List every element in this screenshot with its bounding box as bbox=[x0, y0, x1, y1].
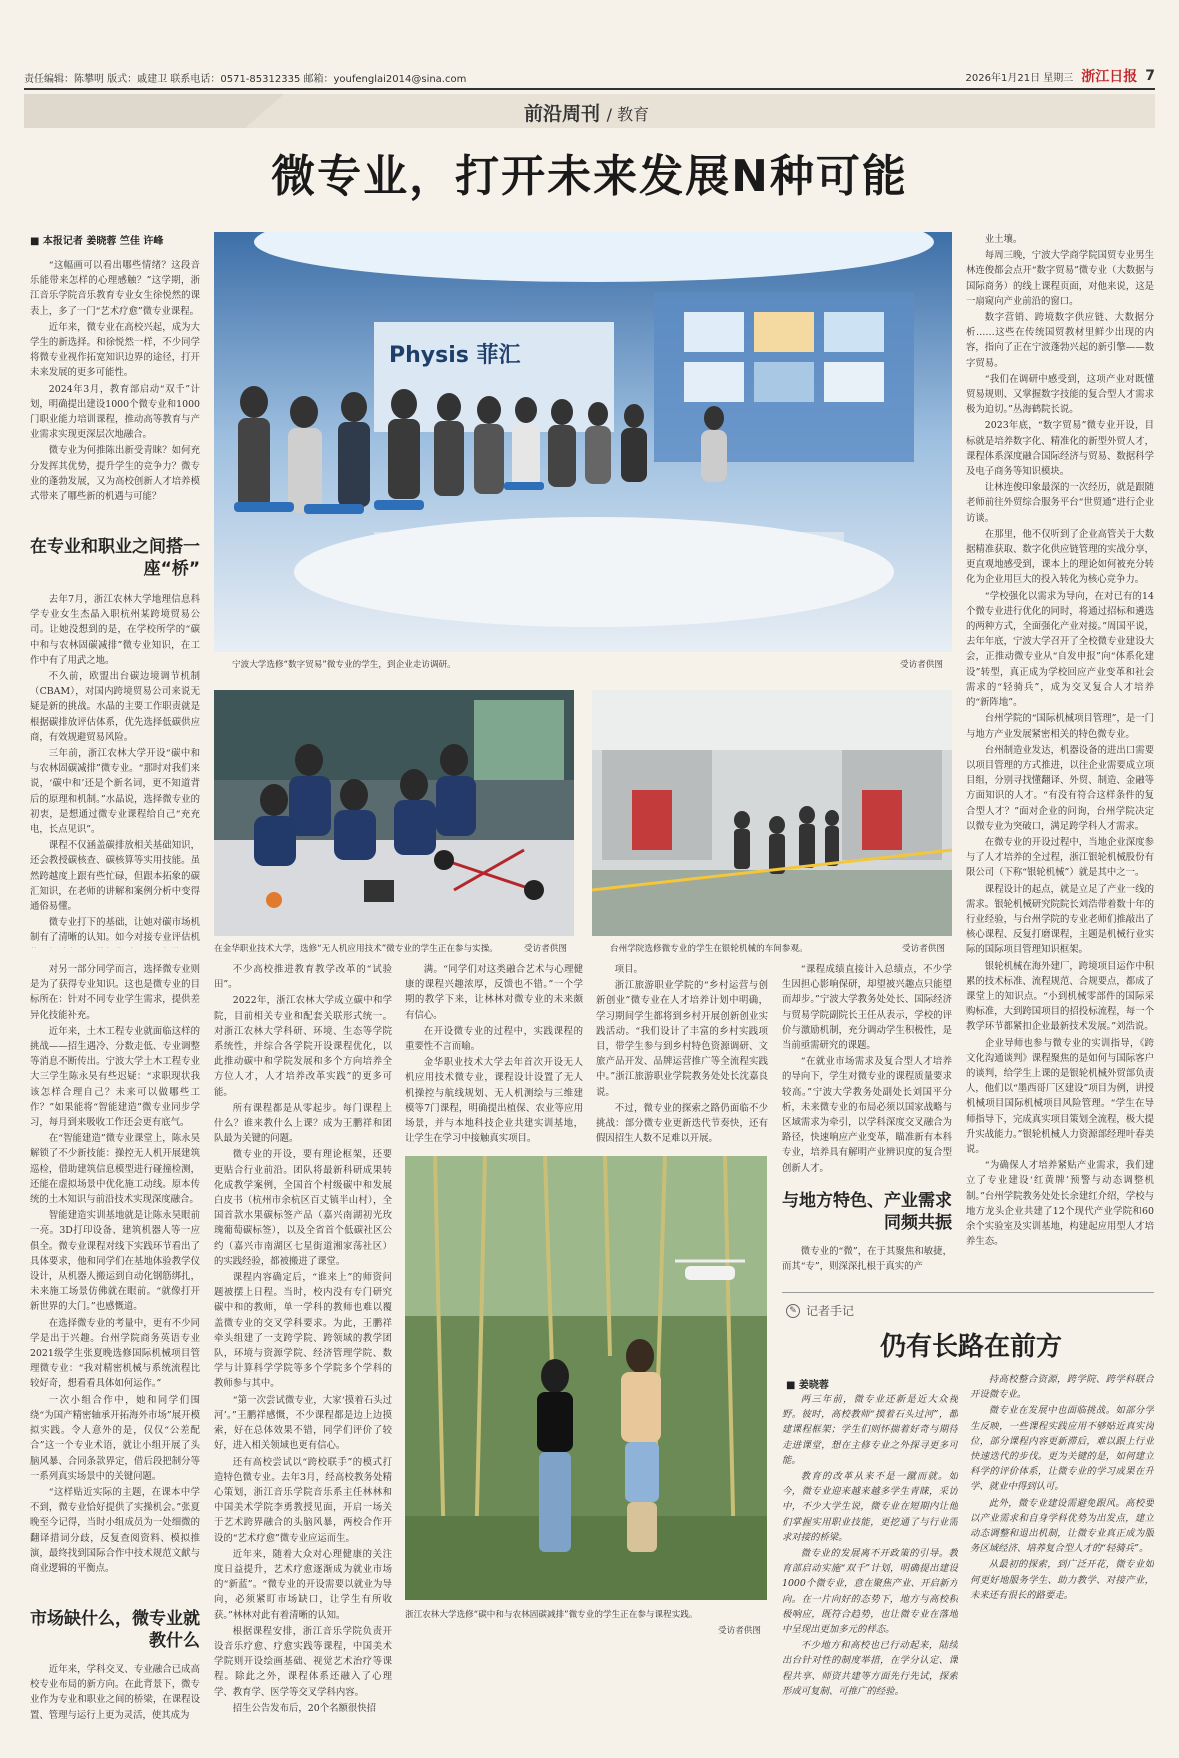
body-paragraph: 在那里，他不仅听到了企业高管关于大数据精准获取、数字化供应链管理的实战分享，更直观地感受到，课本上的理论如何被充分转化为企业用巨大的投入转化为核心竞争力。 bbox=[966, 528, 1154, 586]
page-number: 7 bbox=[1145, 68, 1155, 84]
top-rule bbox=[24, 88, 1155, 90]
body-paragraph: 浙江旅游职业学院的“乡村运营与创新创业”微专业在人才培养计划中明确，学习期间学生都将到乡村开展创新创业实践活动。“我们设计了丰富的乡村实践项目，带学生参与到乡村特色资源调研、文旅产品开发、品牌运营推广等全流程实践中。”浙江旅游职业学院教务处处长沈嘉良说。 bbox=[596, 980, 768, 1098]
photo-exhibition-hall bbox=[214, 232, 952, 652]
body-paragraph: “第一次尝试微专业，大家‘摸着石头过河’。”王鹏祥感慨，不少课程都是边上边摸索，好在总体效果不错，同学们评价了较好，进入相关领域也更有信心。 bbox=[214, 1394, 392, 1452]
notes-paragraph: 此外，微专业建设需避免跟风。高校要以产业需求和自身学科优势为出发点，建立动态调整和退出机制，让微专业真正成为服务区域经济、培养复合型人才的“轻骑兵”。 bbox=[970, 1497, 1154, 1555]
photo-exhibition-hall-image bbox=[214, 232, 952, 652]
body-paragraph: 企业导师也参与微专业的实训指导，《跨文化沟通谈判》课程聚焦的是如何与国际客户的谈判，给学生上课的是银轮机械外贸部负责人，他们以“墨西哥厂区建设”项目为例，讲授机械项目国际机械项目风险管理。“学生在导师指导下，完成真实项目策划全流程，极大提升实战能力。”银轮机械人力资源部经理叶春美说。 bbox=[966, 1037, 1154, 1155]
body-paragraph: 2023年底，“数字贸易”微专业开设，目标就是培养数字化、精准化的新型外贸人才，课程体系深度融合国际经济与贸易、数据科学及电子商务等知识模块。 bbox=[966, 420, 1154, 478]
notes-paragraph: 不少地方和高校也已行动起来，陆续出台针对性的制度举措，在学分认定、课程共享、师资共建等方面先行先试，探索形成可复制、可推广的经验。 bbox=[782, 1640, 958, 1697]
photo-forest-practice bbox=[405, 1156, 767, 1600]
body-paragraph: 课程不仅涵盖碳排放相关基础知识，还会教授碳核查、碳核算等实用技能。虽然跨越度上跟有些忙碌，但跟本拓象的碳汇知识，在老师的讲解和案例分析中变得通俗易懂。 bbox=[30, 840, 200, 913]
article-column-right bbox=[966, 232, 1154, 1284]
body-paragraph: 让林连俊印象最深的一次经历，就是跟随老师前往外贸综合服务平台“世贸通”进行企业访谈。 bbox=[966, 482, 1154, 524]
body-paragraph: 金华职业技术大学去年首次开设无人机应用技术微专业，课程设计设置了无人机操控与航线规划、无人机测绘与三维建模等7门课程，明确提出植保、农业等应用场景，并与本地科技企业共建实训基地，让学生在学习中接触真实项目。 bbox=[405, 1057, 583, 1145]
notes-paragraph: 微专业的发展离不开政策的引导。教育部启动实施“双千”计划，明确提出建设1000个微专业，意在聚焦产业、开启新方向。在一片向好的态势下，地方与高校积极响应，既符合趋势，也让微专业在落地中呈现出更加多元的样态。 bbox=[782, 1548, 958, 1636]
section-band bbox=[24, 94, 1155, 128]
notes-divider bbox=[782, 1292, 1154, 1293]
body-paragraph: 课程设计的起点，就是立足了产业一线的需求。银轮机械研究院院长刘浩带着数十年的行业经验，与台州学院的专业老师们推敲出了核心课程、反复打磨课程，主题是机械行业实际的国际项目管理知识框架。 bbox=[966, 883, 1154, 956]
body-paragraph: 微专业的“微”，在于其聚焦和敏捷，而其“专”，则深深扎根于真实的产 bbox=[782, 1246, 952, 1273]
body-paragraph: 业土壤。 bbox=[984, 234, 1023, 245]
photo1-caption: 宁波大学选修“数字贸易”微专业的学生，到企业走访调研。 bbox=[232, 660, 456, 670]
subhead-market: 市场缺什么，微专业就教什么 bbox=[30, 1609, 200, 1651]
body-paragraph: 三年前，浙江农林大学开设“碳中和与农林固碳减排”微专业。“那时对我们来说，‘碳中和’还是个新名词，更不知道背后的原理和机制。”水晶说，选择微专业的初衷，是想通过微专业课程给自己“充充电，长点见识”。 bbox=[30, 748, 200, 836]
intro-paragraph: 2024年3月，教育部启动“双千”计划，明确提出建设1000个微专业和1000门职业能力培训课程，推动高等教育与产业需求实现更深层次地融合。 bbox=[30, 383, 200, 441]
photo2-caption: 在金华职业技术大学，选修“无人机应用技术”微专业的学生正在参与实操。 bbox=[214, 944, 498, 954]
page-headline: 微专业，打开未来发展N种可能 bbox=[271, 151, 908, 202]
article-column-2 bbox=[214, 962, 392, 1752]
notes-paragraph: 微专业在发展中也面临挑战。如部分学生反映，一些课程实践应用不够贴近真实岗位，部分课程内容更新滞后，难以跟上行业快速迭代的步伐。更为关键的是，如何建立科学的评价体系，让微专业的学习成果在升学、就业中得到认可。 bbox=[970, 1405, 1154, 1493]
article-column-4 bbox=[596, 962, 768, 1150]
body-paragraph: 在开设微专业的过程中，实践课程的重要性不言而喻。 bbox=[405, 1025, 583, 1053]
body-paragraph: 银轮机械在海外建厂，跨境项目运作中积累的技术标准、流程规范、合规要点，都成了课堂上的知识点。“小到机械零部件的国际采购标准，大到跨国项目的招投标流程，每一个教学环节都紧扣企业最新技术发展。”刘浩说。 bbox=[966, 960, 1154, 1033]
masthead-credits: 责任编辑：陈攀明 版式：戚建卫 联系电话：0571-85312335 邮箱：youfenglai2014@sina.com bbox=[24, 74, 467, 85]
notes-paragraph: 持高校整合资源，跨学院、跨学科联合开设微专业。 bbox=[970, 1374, 1154, 1401]
body-paragraph: “在就业市场需求及复合型人才培养的导向下，学生对微专业的课程质量要求较高。”宁波大学教务处副处长刘国平分析，未来微专业的布局必须以国家战略与区域需求为牵引，以学科深度交叉融合为路径，快速响应产业变革，瞄准新有本科专业，培养具有解明产业辨识度的复合型创新人才。 bbox=[782, 1056, 952, 1174]
body-paragraph: 智能建造实训基地就是让陈永昊眼前一亮。3D打印设备、建筑机器人等一应俱全。微专业课程对线下实践环节看出了具体要求，他和同学们在基地体验教学仪设计，从机器人搬运到自动化钢筋绑扎，未来施工场景仿佛就在眼前。“就像打开新世界的大门。”也感慨道。 bbox=[30, 1210, 200, 1313]
body-paragraph: 每周三晚，宁波大学商学院国贸专业男生林连俊都会点开“数字贸易”微专业（大数据与国际商务）的线上课程页面，对他来说，这是一扇窥向产业前沿的窗口。 bbox=[966, 250, 1154, 307]
notes-paragraph: 从最初的探索，到广泛开花，微专业如何更好地服务学生、助力教学、对接产业，未来还有很长的路要走。 bbox=[970, 1559, 1154, 1601]
photo4-credit: 受访者供图 bbox=[718, 1626, 761, 1636]
body-paragraph: 课程内容确定后，“谁来上”的师资问题被摆上日程。当时，校内没有专门研究碳中和的教师，单一学科的教师也难以覆盖微专业的交叉学科要求。为此，王鹏祥牵头组建了一支跨学院、跨领域的教学团队，环境与资源学院、经济管理学院、数学与计算科学学院等多个学院多个学科的教师参与其中。 bbox=[214, 1272, 392, 1390]
body-paragraph: 在微专业的开设过程中，当地企业深度参与了人才培养的全过程，浙江银轮机械股份有限公司（下称“银轮机械”）就是其中之一。 bbox=[966, 836, 1154, 879]
body-paragraph: 近年来，土木工程专业就面临这样的挑战——招生遇冷、分数走低、专业调整等消息不断传出。宁波大学土木工程专业大三学生陈永昊有些迟疑：“求职现状我该怎样合理自己？未来可以做哪些工作？”如果能将“智能建造”微专业同步学习，每月到来吸收工作还会更有底气。 bbox=[30, 1025, 200, 1129]
article-column-1b bbox=[30, 962, 200, 1602]
body-paragraph: 还有高校尝试以“跨校联手”的模式打造特色微专业。去年3月，经高校教务处精心策划，浙江音乐学院音乐系主任林林和中国美术学院李勇教授见面，开启一场关于艺术跨界融合的头脑风暴，两校合作开设的“艺术疗愈”微专业应运而生。 bbox=[214, 1456, 392, 1544]
notes-column-b bbox=[970, 1372, 1154, 1752]
intro-paragraph: 近年来，微专业在高校兴起，成为大学生的新选择。和徐悦然一样，不少同学将微专业视作拓宽知识边界的途径，打开未来发展的更多可能性。 bbox=[30, 321, 200, 379]
photo-factory-visit-image bbox=[592, 690, 952, 936]
notes-label bbox=[786, 1302, 854, 1319]
photo4-caption: 浙江农林大学选修“碳中和与农林固碳减排”微专业的学生正在参与课程实践。 bbox=[405, 1610, 698, 1620]
subhead-local: 与地方特色、产业需求同频共振 bbox=[782, 1191, 952, 1233]
byline: ■ 本报记者 姜晓蓉 竺佳 许峰 bbox=[30, 236, 164, 247]
body-paragraph: “我们在调研中感受到，这项产业对既懂贸易规则、又掌握数字技能的复合型人才需求极为迫切。”丛海鹤院长说。 bbox=[966, 373, 1154, 416]
body-paragraph: 不少高校推进教育教学改革的“试验田”。 bbox=[214, 964, 392, 991]
body-paragraph: 一次小组合作中，她和同学们围绕“为国产精密轴承开拓海外市场”展开模拟实践。令人意外的是，仅仅“公差配合”这一个专业术语，就让小组开展了头脑风暴、合同条款界定，借后段把制分等一系列真实场景中的关键问题。 bbox=[30, 1394, 200, 1482]
band-decoration bbox=[24, 94, 284, 128]
notes-author: ■ 姜晓蓉 bbox=[786, 1380, 829, 1391]
body-paragraph: 台州制造业发达，机器设备的进出口需要以项目管理的方式推进，以往企业需要成立项目组，分别寻找懂翻译、外贸、制造、金融等方面知识的人才。“有没有符合这样条件的复合型人才？”面对企业的问询，台州学院决定以微专业为突破口，满足跨学科人才需求。 bbox=[966, 744, 1154, 832]
body-paragraph: 2022年，浙江农林大学成立碳中和学院，目前相关专业和配套关联形式统一。对浙江农林大学科研、环境、生态等学院系统性，并综合各学院开设课程优化，以此推动碳中和学院发展和多个方向培养全方位人才，人才培养改革实践”的更多可能。 bbox=[214, 995, 392, 1098]
issue-date: 2026年1月21日 星期三 bbox=[965, 72, 1074, 84]
article-column-1c bbox=[30, 1662, 200, 1752]
body-paragraph: 去年7月，浙江农林大学地理信息科学专业女生杰晶入职杭州某跨境贸易公司。让她没想到的是，在学校所学的“碳中和与农林固碳减排”微专业知识，在工作中有了用武之地。 bbox=[30, 594, 200, 666]
photo3-credit: 受访者供图 bbox=[902, 944, 945, 954]
body-paragraph: 对另一部分同学而言，选择微专业则是为了获得专业知识。这也是微专业的目标所在：针对不同专业学生需求，提供差异化技能补充。 bbox=[30, 964, 200, 1021]
photo-factory-visit bbox=[592, 690, 952, 936]
photo1-credit: 受访者供图 bbox=[900, 660, 943, 670]
photo3-caption: 台州学院选修微专业的学生在银轮机械的车间参观。 bbox=[610, 944, 808, 954]
body-paragraph: 数字营销、跨境数字供应链、大数据分析……这些在传统国贸教材里鲜少出现的内容，指向了正在宁波蓬勃兴起的新引擎——数字贸易。 bbox=[966, 312, 1154, 369]
body-paragraph: 微专业的开设，要有理论框架，还要更贴合行业前沿。团队将最新科研成果转化成教学案例，全国首个村级碳中和发展白皮书（杭州市余杭区百丈镇半山村），全国首款水果碳标签产品（嘉兴南湖初光玫瑰葡萄碳标签），以及全省首个低碳社区公约（嘉兴市南湖区七星街道湘家荡社区）的实践经验，都被搬进了课堂。 bbox=[214, 1149, 392, 1267]
notes-column-a bbox=[782, 1392, 958, 1752]
newspaper-brand: 浙江日报 bbox=[1081, 69, 1138, 85]
notes-label-text: 记者手记 bbox=[806, 1304, 855, 1318]
photo-drone-class bbox=[214, 690, 574, 936]
intro-paragraph: “这幅画可以看出哪些情绪？这段音乐能带来怎样的心理感触？”这学期，浙江音乐学院音乐教育专业女生徐悦然的课表上，多了一门“艺术疗愈”微专业课程。 bbox=[30, 260, 200, 317]
body-paragraph: “课程成绩直接计入总绩点，不少学生因担心影响保研，却望被兴趣点只能望而却步。”宁波大学教务处处长、国际经济与贸易学院副院长王任从表示，学校的评价与激励机制，充分调动学生积极性，是当前亟需研究的课题。 bbox=[782, 964, 952, 1052]
body-paragraph: “为确保人才培养紧贴产业需求，我们建立了专业建设‘红黄牌’预警与动态调整机制。”台州学院教务处处长余建红介绍，学校与地方龙头企业共建了12个现代产业学院和60余个实验室及实训基地，构建起应用型人才培养生态。 bbox=[966, 1160, 1154, 1248]
body-paragraph: 项目。 bbox=[614, 964, 643, 975]
article-column-3 bbox=[405, 962, 583, 1150]
body-paragraph: 招生公告发布后，20个名额很快招 bbox=[232, 1702, 376, 1714]
notes-paragraph: 教育的改革从来不是一蹴而就。如今，微专业迎来越来越多学生青睐，采访中，不少大学生说，微专业在短期内让他们掌握实用职业技能，更挖通了与行业需求对接的桥梁。 bbox=[782, 1471, 958, 1543]
notes-icon: ✎ bbox=[786, 1304, 800, 1318]
body-paragraph: 近年来，学科交叉、专业融合已成高校专业布局的新方向。在此背景下，微专业作为专业和职业之间的桥梁，在课程设置、管理与运行上更为灵活，使其成为 bbox=[30, 1664, 200, 1721]
body-paragraph: “学校强化以需求为导向，在对已有的14个微专业进行优化的同时，将通过招标和遴选的两种方式，全面强化产业对接。”周国平说，去年年底，宁波大学召开了全校微专业建设大会，正推动微专业从“自发申报”向“体系化建设”转型，真正成为学校回应产业变革和社会需求的“轻骑兵”，成为交叉复合人才培养的“新阵地”。 bbox=[966, 590, 1154, 709]
body-paragraph: 微专业打下的基础，让她对碳市场机制有了清晰的认知。如今对接专业评估机 bbox=[30, 917, 200, 944]
section-name: 前沿周刊 bbox=[524, 103, 601, 125]
body-paragraph: “这样贴近实际的主题，在课本中学不到，微专业恰好提供了实操机会。”张夏晚至今记得，当时小组成员为一处细微的翻译措词分歧，反复查阅资料、模拟推演，最终找到国际合作中技术规范文献与商业逻辑的平衡点。 bbox=[30, 1486, 200, 1574]
body-paragraph: 近年来，随着大众对心理健康的关注度日益提升，艺术疗愈逐渐成为就业市场的“新蓝”。“微专业的开设需要以就业为导向，必须紧盯市场缺口，让学生有所收获。”林林对此有着清晰的认知。 bbox=[214, 1548, 392, 1621]
photo-forest-practice-image bbox=[405, 1156, 767, 1600]
body-paragraph: 所有课程都是从零起步。每门课程上什么？谁来教什么上课？成为王鹏祥和团队最为关键的问题。 bbox=[214, 1102, 392, 1145]
section-title bbox=[524, 99, 649, 126]
body-paragraph: 在“智能建造”微专业课堂上，陈永昊解锁了不少新技能：操控无人机开展建筑巡检，借助建筑信息模型进行碰撞检测，还能在虚拟场景中优化施工动线。原本传统的土木知识与前沿技术实现深度融合。 bbox=[30, 1133, 200, 1206]
notes-paragraph: 两三年前，微专业还新是近大众视野。彼时，高校教师“摸着石头过河”，都建课程框架；学生们则怀揣着好奇与期待走进课堂，想在主修专业之外探寻更多可能。 bbox=[782, 1394, 958, 1466]
intro-column bbox=[30, 258, 200, 522]
article-column-5 bbox=[782, 962, 952, 1182]
notes-title: 仍有长路在前方 bbox=[880, 1332, 1063, 1362]
body-paragraph: 根据课程安排，浙江音乐学院负责开设音乐疗愈、疗愈实践等课程，中国美术学院则开设绘画基础、视觉艺术治疗等课程。除此之外，课程体系还融入了心理学、教育学、医学等交叉学科内容。 bbox=[214, 1625, 392, 1698]
subhead-bridge: 在专业和职业之间搭一座“桥” bbox=[30, 537, 200, 579]
section-sub: / 教育 bbox=[606, 105, 650, 124]
body-paragraph: 不过，微专业的探索之路仍面临不少挑战：部分微专业更新迭代节奏快，还有假因招生人数不足难以开展。 bbox=[596, 1102, 768, 1145]
masthead bbox=[24, 62, 1155, 86]
exhibit-sign: Physis 菲汇 bbox=[389, 343, 521, 368]
body-paragraph: 不久前，欧盟出台碳边境调节机制（CBAM），对国内跨境贸易公司来说无疑是新的挑战。水晶的主要工作职责就是根据碳排放评估体系，优先选择低碳供应商，有效规避贸易风险。 bbox=[30, 671, 200, 743]
photo2-credit: 受访者供图 bbox=[524, 944, 567, 954]
body-paragraph: 在选择微专业的考量中，更有不少同学是出于兴趣。台州学院商务英语专业2021级学生张夏晚选修国际机械项目管理微专业：“我对精密机械与系统流程比较好奇，想看看具体如何运作。” bbox=[30, 1317, 200, 1390]
article-column-5b bbox=[782, 1244, 952, 1290]
intro-paragraph: 微专业为何推陈出新受青睐？如何充分发挥其优势，提升学生的竞争力？微专业的蓬勃发展，又为高校创新人才培养模式带来了哪些新的机遇与可能？ bbox=[30, 445, 200, 503]
body-paragraph: 台州学院的“国际机械项目管理”，是一门与地方产业发展紧密相关的特色微专业。 bbox=[966, 713, 1154, 740]
body-paragraph: 满。“同学们对这类融合艺术与心理健康的课程兴趣浓厚，反馈也不错。”一个学期的教学下来，让林林对微专业的未来颇有信心。 bbox=[405, 964, 583, 1021]
article-column-1 bbox=[30, 592, 200, 948]
photo-drone-class-image bbox=[214, 690, 574, 936]
masthead-right bbox=[966, 66, 1155, 86]
